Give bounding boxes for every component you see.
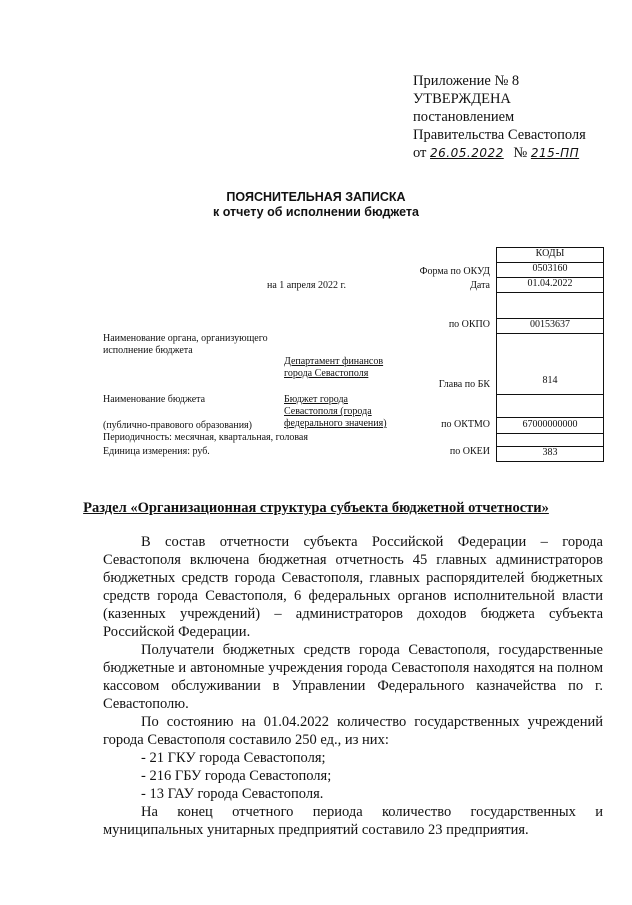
date-label: Дата (470, 280, 490, 291)
paragraph-4: На конец отчетного периода количество государственных и муниципальных унитарных предприятий составило 23 предприятия. (103, 804, 603, 838)
list-item: - 21 ГКУ города Севастополя; (141, 750, 326, 766)
org-value-2: города Севастополя (284, 368, 369, 379)
empty-cell-5 (497, 432, 603, 447)
okpo-label: по ОКПО (448, 319, 490, 330)
approved-label: УТВЕРЖДЕНА (413, 91, 511, 107)
document-title (0, 190, 632, 220)
oktmo-label: по ОКТМО (441, 419, 490, 430)
handwritten-number: 215-ПП (530, 146, 580, 160)
org-label-2: исполнение бюджета (103, 345, 193, 356)
budget-value-3: федерального значения) (284, 418, 387, 429)
list-item: - 13 ГАУ города Севастополя. (141, 786, 324, 802)
oktmo-value: 67000000000 (497, 417, 603, 434)
report-date-label: на 1 апреля 2022 г. (267, 280, 346, 291)
budget-label-2: (публично-правового образования) (103, 420, 252, 431)
budget-value-1: Бюджет города (284, 394, 348, 405)
okpo-value: 00153637 (497, 318, 603, 334)
paragraph-2: Получатели бюджетных средств города Севастополя, государственные бюджетные и автономные учреждения города Севастополя находятся на полном кассовом обслуживании в Управлении Федерального казначейства по г. Севастополю. (103, 642, 603, 712)
okei-label: по ОКЕИ (449, 446, 490, 457)
budget-value-2: Севастополя (города (284, 406, 372, 417)
paragraph-1: В состав отчетности субъекта Российской Федерации – города Севастополя включена бюджетная отчетность 45 главных администраторов бюджетных средств города Севастополя, главных распорядителей бюджетных средств города Севастополя, 6 федеральных органов исполнительной власти (казенных учреждений) – администраторов доходов бюджета субъекта Российской Федерации. (103, 534, 603, 640)
number-prefix: № (513, 145, 528, 161)
date-prefix: от (413, 145, 427, 161)
resolution-date-line (413, 144, 613, 162)
budget-label: Наименование бюджета (103, 394, 206, 405)
section-heading: Раздел «Организационная структура субъекта бюджетной отчетности» (83, 500, 549, 516)
okud-value: 0503160 (497, 262, 603, 278)
unit-label: Единица измерения: руб. (103, 446, 210, 457)
glava-label: Глава по БК (438, 379, 490, 390)
paragraph-3: По состоянию на 01.04.2022 количество государственных учреждений города Севастополя составило 250 ед., из них: (103, 714, 603, 748)
org-value-1: Департамент финансов (284, 356, 384, 367)
empty-cell-1 (497, 292, 603, 319)
okud-label: Форма по ОКУД (419, 266, 490, 277)
org-label-1: Наименование органа, организующего (103, 333, 268, 344)
okei-value: 383 (542, 447, 558, 458)
government-label: Правительства Севастополя (413, 127, 586, 143)
resolution-label: постановлением (413, 109, 515, 125)
section-body (103, 533, 603, 839)
handwritten-date: 26.05.2022 (430, 146, 504, 160)
title-line-2: к отчету об исполнении бюджета (213, 205, 419, 219)
date-value: 01.04.2022 (497, 277, 603, 293)
title-line-1: ПОЯСНИТЕЛЬНАЯ ЗАПИСКА (226, 190, 406, 204)
glava-value: 814 (542, 375, 558, 386)
periodicity-label: Периодичность: месячная, квартальная, головая (103, 432, 308, 443)
appendix-number: Приложение № 8 (413, 73, 520, 89)
codes-table (496, 247, 604, 462)
list-item: - 216 ГБУ города Севастополя; (141, 768, 332, 784)
appendix-block (413, 72, 613, 162)
codes-header: КОДЫ (497, 248, 603, 263)
